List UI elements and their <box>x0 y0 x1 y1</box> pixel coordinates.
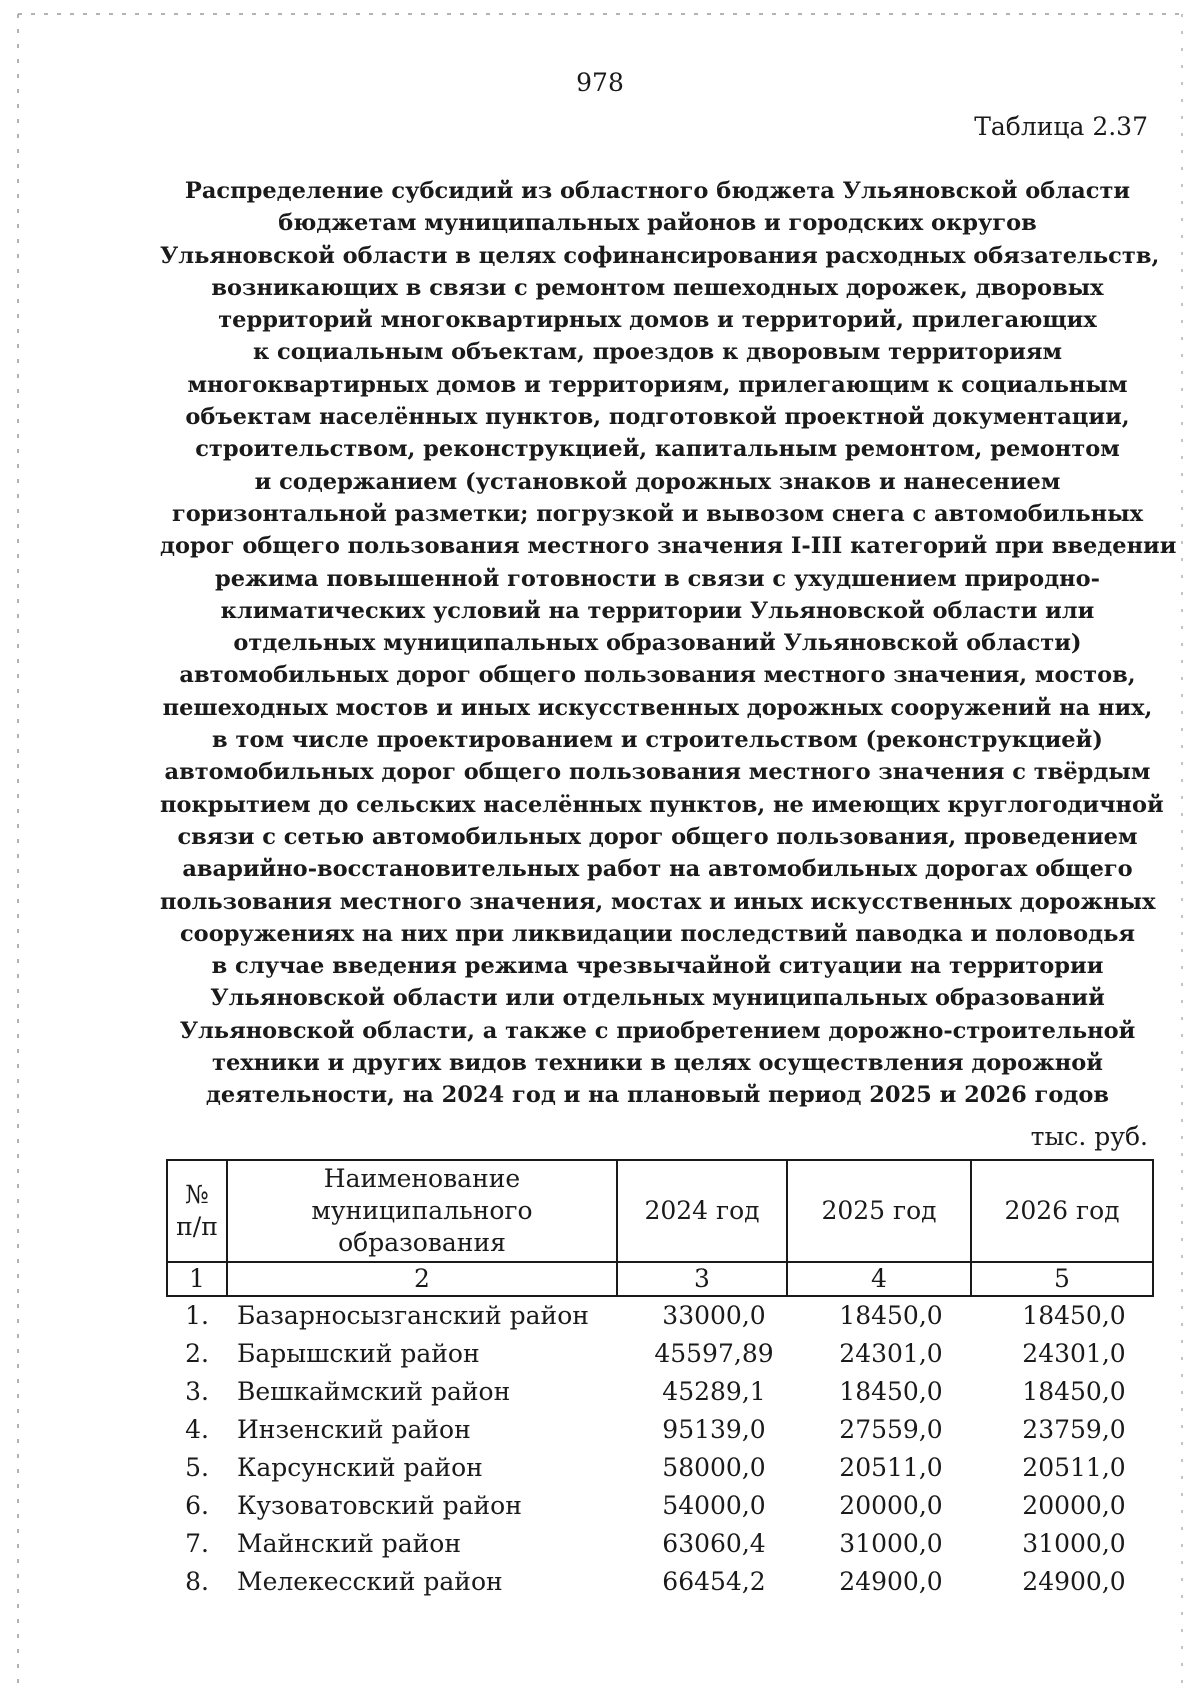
header-number-line1: № <box>185 1180 209 1209</box>
value-2024: 45597,89 <box>654 1339 774 1368</box>
title-line: деятельности, на 2024 год и на плановый период 2025 и 2026 годов <box>205 1082 1110 1109</box>
title-line: возникающих в связи с ремонтом пешеходных дорожек, дворовых <box>211 274 1104 301</box>
value-2026: 24301,0 <box>1022 1339 1126 1368</box>
title-line: пользования местного значения, мостах и иных искусственных дорожных <box>160 888 1156 915</box>
header-name <box>227 1160 617 1262</box>
value-2026: 20511,0 <box>1022 1453 1126 1482</box>
table-row <box>167 1487 1153 1525</box>
header-number-line2: п/п <box>176 1212 218 1241</box>
column-number: 2 <box>227 1262 617 1296</box>
value-2026: 24900,0 <box>1022 1567 1126 1596</box>
subsidy-table <box>166 1159 1154 1601</box>
title-line: аварийно-восстановительных работ на автомобильных дорогах общего <box>182 856 1133 883</box>
value-2024: 95139,0 <box>662 1415 766 1444</box>
header-2025: 2025 год <box>787 1160 971 1262</box>
header-name-line1: Наименование <box>323 1164 521 1193</box>
table-row <box>167 1411 1153 1449</box>
title-line: территорий многоквартирных домов и территорий, прилегающих <box>218 307 1097 334</box>
table-row <box>167 1449 1153 1487</box>
title-line: строительством, реконструкцией, капитальным ремонтом, ремонтом <box>195 436 1120 463</box>
header-2024: 2024 год <box>617 1160 787 1262</box>
municipality-name: Вешкаймский район <box>237 1377 511 1406</box>
title-line: пешеходных мостов и иных искусственных дорожных сооружений на них, <box>162 694 1153 721</box>
title-line: сооружениях на них при ликвидации последствий паводка и половодья <box>179 920 1136 947</box>
value-2025: 31000,0 <box>839 1529 943 1558</box>
row-number: 3. <box>185 1377 209 1406</box>
row-number: 7. <box>185 1529 209 1558</box>
municipality-name: Карсунский район <box>237 1453 483 1482</box>
title-line: дорог общего пользования местного значения I-III категорий при введении <box>160 533 1177 560</box>
title-line: отдельных муниципальных образований Ульяновской области) <box>233 630 1082 657</box>
row-number: 1. <box>185 1301 209 1330</box>
value-2026: 18450,0 <box>1022 1301 1126 1330</box>
municipality-name: Мелекесский район <box>237 1567 503 1596</box>
municipality-name: Базарносызганский район <box>237 1301 589 1330</box>
value-2025: 27559,0 <box>839 1415 943 1444</box>
title-line: и содержанием (установкой дорожных знаков и нанесением <box>254 468 1061 495</box>
table-row <box>167 1373 1153 1411</box>
value-2026: 31000,0 <box>1022 1529 1126 1558</box>
title-line: климатических условий на территории Ульяновской области или <box>220 597 1095 624</box>
column-number: 5 <box>971 1262 1153 1296</box>
table-row <box>167 1335 1153 1373</box>
title-line: автомобильных дорог общего пользования местного значения с твёрдым <box>164 759 1151 786</box>
value-2024: 66454,2 <box>662 1567 766 1596</box>
row-number: 8. <box>185 1567 209 1596</box>
document-title <box>160 175 1177 1112</box>
value-2026: 18450,0 <box>1022 1377 1126 1406</box>
value-2026: 23759,0 <box>1022 1415 1126 1444</box>
value-2025: 24301,0 <box>839 1339 943 1368</box>
value-2025: 20511,0 <box>839 1453 943 1482</box>
page-number: 978 <box>576 68 624 97</box>
value-2024: 58000,0 <box>662 1453 766 1482</box>
header-number <box>167 1160 227 1262</box>
value-2025: 18450,0 <box>839 1377 943 1406</box>
title-line: Ульяновской области, а также с приобретением дорожно-строительной <box>179 1017 1136 1044</box>
value-2024: 63060,4 <box>662 1529 766 1558</box>
title-line: горизонтальной разметки; погрузкой и вывозом снега с автомобильных <box>171 500 1144 527</box>
row-number: 6. <box>185 1491 209 1520</box>
title-line: Ульяновской области в целях софинансирования расходных обязательств, <box>160 242 1160 269</box>
value-2024: 54000,0 <box>662 1491 766 1520</box>
header-2026: 2026 год <box>971 1160 1153 1262</box>
title-line: режима повышенной готовности в связи с ухудшением природно- <box>215 565 1100 592</box>
title-line: многоквартирных домов и территориям, прилегающим к социальным <box>187 371 1128 398</box>
title-line: объектам населённых пунктов, подготовкой проектной документации, <box>185 404 1130 431</box>
table-row <box>167 1525 1153 1563</box>
municipality-name: Кузоватовский район <box>237 1491 522 1520</box>
value-2025: 24900,0 <box>839 1567 943 1596</box>
row-number: 4. <box>185 1415 209 1444</box>
value-2026: 20000,0 <box>1022 1491 1126 1520</box>
municipality-name: Майнский район <box>237 1529 462 1558</box>
title-line: связи с сетью автомобильных дорог общего пользования, проведением <box>177 823 1138 850</box>
row-number: 2. <box>185 1339 209 1368</box>
title-line: к социальным объектам, проездов к дворовым территориям <box>252 339 1063 366</box>
table-row <box>167 1296 1153 1335</box>
header-name-line2: муниципального образования <box>311 1196 533 1257</box>
title-line: в случае введения режима чрезвычайной ситуации на территории <box>211 953 1104 980</box>
value-2024: 33000,0 <box>662 1301 766 1330</box>
table-label: Таблица 2.37 <box>974 112 1148 141</box>
value-2025: 18450,0 <box>839 1301 943 1330</box>
municipality-name: Барышский район <box>237 1339 480 1368</box>
units-label: тыс. руб. <box>1030 1122 1148 1151</box>
title-line: техники и других видов техники в целях осуществления дорожной <box>212 1050 1103 1077</box>
value-2024: 45289,1 <box>662 1377 766 1406</box>
column-number: 1 <box>167 1262 227 1296</box>
municipality-name: Инзенский район <box>237 1415 471 1444</box>
title-line: Ульяновской области или отдельных муниципальных образований <box>210 985 1105 1012</box>
column-number-row <box>167 1262 1153 1296</box>
title-line: покрытием до сельских населённых пунктов, не имеющих круглогодичной <box>160 791 1164 818</box>
title-line: в том числе проектированием и строительством (реконструкцией) <box>212 727 1103 754</box>
value-2025: 20000,0 <box>839 1491 943 1520</box>
title-line: Распределение субсидий из областного бюджета Ульяновской области <box>184 178 1131 204</box>
title-line: бюджетам муниципальных районов и городских округов <box>278 210 1037 237</box>
column-number: 4 <box>787 1262 971 1296</box>
table-header-row <box>167 1160 1153 1262</box>
column-number: 3 <box>617 1262 787 1296</box>
title-line: автомобильных дорог общего пользования местного значения, мостов, <box>179 662 1136 689</box>
row-number: 5. <box>185 1453 209 1482</box>
table-row <box>167 1563 1153 1601</box>
